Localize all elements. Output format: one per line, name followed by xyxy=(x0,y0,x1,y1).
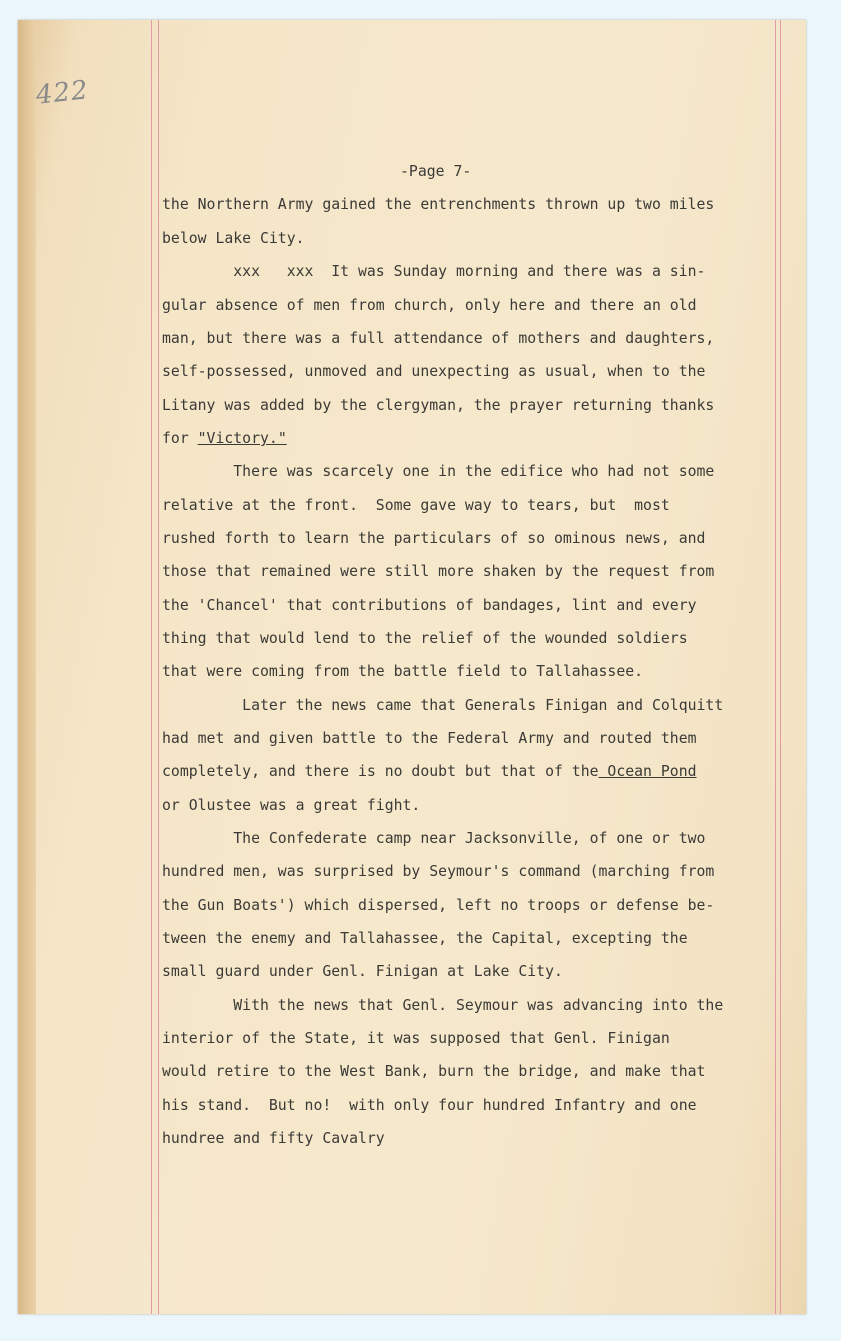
line-text: for xyxy=(162,430,198,447)
underlined-victory: "Victory." xyxy=(197,430,287,447)
text-line: The Confederate camp near Jacksonville, of one or two xyxy=(162,830,706,847)
text-line: self-possessed, unmoved and unexpecting as usual, when to the xyxy=(162,363,706,380)
right-margin-rule xyxy=(775,20,776,1314)
text-line: would retire to the West Bank, burn the bridge, and make that xyxy=(162,1063,706,1080)
right-margin-rule-outer xyxy=(780,20,781,1314)
text-line: that were coming from the battle field to Tallahassee. xyxy=(162,663,644,680)
folio-number: 422 xyxy=(34,75,91,111)
text-line: the Gun Boats') which dispersed, left no troops or defense be- xyxy=(162,897,715,914)
text-line xyxy=(162,430,287,447)
left-margin-rule-inner xyxy=(158,20,159,1314)
text-line: rushed forth to learn the particulars of so ominous news, and xyxy=(162,530,706,547)
text-line: or Olustee was a great fight. xyxy=(162,797,421,814)
text-line: There was scarcely one in the edifice who had not some xyxy=(162,463,715,480)
text-line: small guard under Genl. Finigan at Lake City. xyxy=(162,963,563,980)
text-line: interior of the State, it was supposed that Genl. Finigan xyxy=(162,1030,670,1047)
text-line: man, but there was a full attendance of mothers and daughters, xyxy=(162,330,715,347)
text-line: below Lake City. xyxy=(162,230,305,247)
text-line: thing that would lend to the relief of the wounded soldiers xyxy=(162,630,688,647)
text-line: those that remained were still more shaken by the request from xyxy=(162,563,715,580)
paper-edge xyxy=(18,20,36,1314)
text-line: Later the news came that Generals Finigan and Colquitt xyxy=(162,697,724,714)
left-margin-rule xyxy=(151,20,152,1314)
underlined-ocean-pond: Ocean Pond xyxy=(598,763,697,780)
page-label: -Page 7- xyxy=(400,163,472,180)
text-line: Litany was added by the clergyman, the prayer returning thanks xyxy=(162,397,715,414)
text-line: had met and given battle to the Federal Army and routed them xyxy=(162,730,697,747)
text-line: gular absence of men from church, only here and there an old xyxy=(162,297,697,314)
text-line: the Northern Army gained the entrenchments thrown up two miles xyxy=(162,196,715,213)
text-line: hundred men, was surprised by Seymour's command (marching from xyxy=(162,863,715,880)
text-line: xxx xxx It was Sunday morning and there was a sin- xyxy=(162,263,706,280)
text-line: relative at the front. Some gave way to tears, but most xyxy=(162,497,670,514)
text-line: With the news that Genl. Seymour was advancing into the xyxy=(162,997,724,1014)
line-text: completely, and there is no doubt but that of the xyxy=(162,763,599,780)
text-line: tween the enemy and Tallahassee, the Capital, excepting the xyxy=(162,930,688,947)
text-line: his stand. But no! with only four hundred Infantry and one xyxy=(162,1097,697,1114)
text-line: the 'Chancel' that contributions of bandages, lint and every xyxy=(162,597,697,614)
text-line: hundree and fifty Cavalry xyxy=(162,1130,385,1147)
typed-page xyxy=(18,20,806,1314)
text-line xyxy=(162,763,697,780)
